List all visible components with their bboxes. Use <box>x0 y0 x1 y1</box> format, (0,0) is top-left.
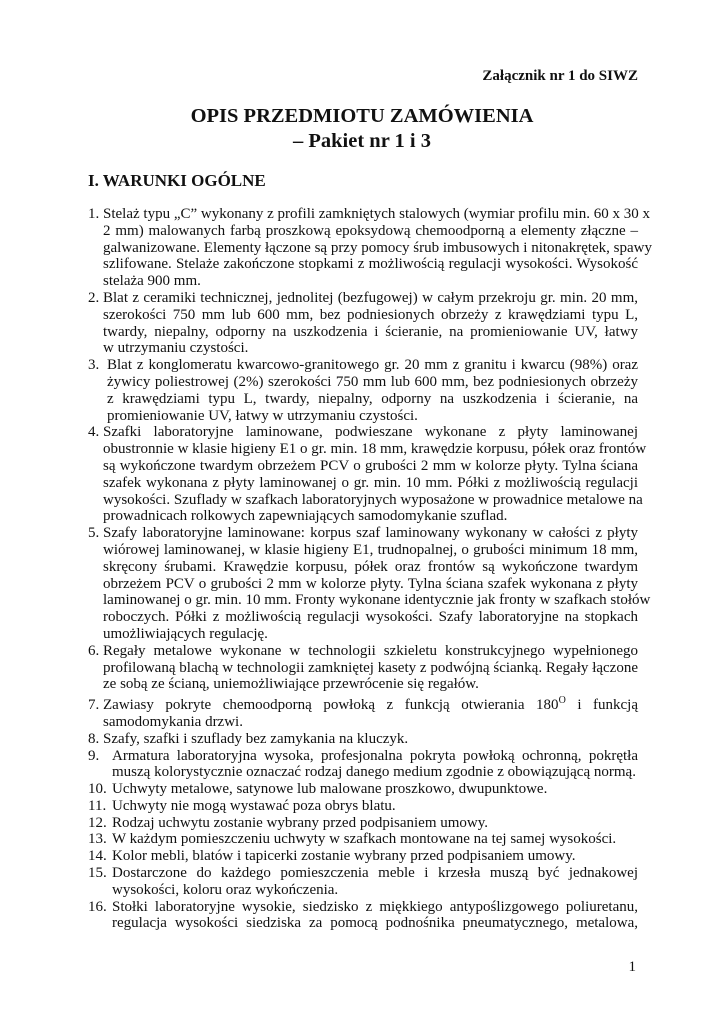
list-item <box>88 731 638 748</box>
list-item-line: ze sobą ze ścianą, uniemożliwiające przewrócenie się regałów. <box>103 676 479 693</box>
list-item <box>88 831 638 848</box>
list-item-line: stelaża 900 mm. <box>103 273 201 290</box>
list-item-line: skręcony śrubami. Krawędzie korpusu, półek oraz frontów są wykończone twardym <box>103 558 638 575</box>
list-item-number: 11. <box>88 797 107 814</box>
list-item-line: obustronnie w klasie higieny E1 o gr. min. 18 mm, krawędzie korpusu, półek oraz frontów <box>103 441 647 458</box>
list-item-line: Stołki laboratoryjne wysokie, siedzisko z miękkiego antypoślizgowego poliuretanu, <box>112 898 638 915</box>
list-item-number: 15. <box>88 865 107 882</box>
list-item-line: laminowanej o gr. min. 10 mm. Fronty wykonane identycznie jak fronty w szafkach stołów <box>103 592 651 609</box>
list-item-line: z krawędziami typu L, twardy, niepalny, odporny na uszkodzenia i ścieranie, na <box>107 390 638 407</box>
list-item-line: Szafy, szafki i szuflady bez zamykania na kluczyk. <box>103 730 409 747</box>
list-item <box>88 643 638 693</box>
list-item-number: 7. <box>88 697 100 714</box>
list-item-line: Armatura laboratoryjna wysoka, profesjonalna pokryta powłoką ochronną, pokrętła <box>112 747 638 764</box>
list-item <box>88 865 638 899</box>
list-item-line: Dostarczone do każdego pomieszczenia meble i krzesła muszą być jednakowej <box>112 865 638 882</box>
requirements-list <box>88 206 653 976</box>
list-item-line: galwanizowane. Elementy łączone są przy pomocy śrub imbusowych i nitonakrętek, spawy <box>103 239 653 256</box>
list-item-number: 10. <box>88 781 107 798</box>
list-item-line: regulacja wysokości siedziska za pomocą podnośnika pneumatycznego, metalowa, <box>112 915 638 932</box>
list-item <box>88 798 638 815</box>
list-item-line: wiórowej laminowanej, w klasie higieny E1, trudnopalnej, o grubości minimum 18 mm, <box>103 541 638 558</box>
list-item-line: Uchwyty metalowe, satynowe lub malowane proszkowo, dwupunktowe. <box>112 781 548 798</box>
list-item-line: szafek wykonana z płyty laminowanej o gr. min. 10 mm. Półki z możliwością regulacji <box>103 474 638 491</box>
list-item-line: 2 mm) malowanych farbą proszkową epoksydową chemoodporną a elementy złączne – <box>103 222 638 239</box>
list-item-line: Uchwyty nie mogą wystawać poza obrys blatu. <box>112 797 396 814</box>
list-item <box>88 206 653 290</box>
list-item-line: Szafki laboratoryjne laminowane, podwieszane wykonane z płyty laminowanej <box>103 424 638 441</box>
requirements-items <box>88 206 653 932</box>
list-item-number: 13. <box>88 831 107 848</box>
list-item-line: szerokości 750 mm lub 600 mm, bez podniesionych obrzeży z krawędziami typu L, <box>103 306 638 323</box>
section-heading: I. WARUNKI OGÓLNE <box>88 171 266 190</box>
list-item-line: Stelaż typu „C” wykonany z profili zamkniętych stalowych (wymiar profilu min. 60 x 30 x <box>103 206 650 222</box>
list-item-number: 9. <box>88 747 100 764</box>
list-item-line: samodomykania drzwi. <box>103 713 243 730</box>
list-item-number: 6. <box>88 642 100 659</box>
list-item <box>88 899 638 933</box>
list-item <box>88 697 638 731</box>
list-item <box>88 848 638 865</box>
list-item-number: 12. <box>88 814 107 831</box>
document-subtitle: – Pakiet nr 1 i 3 <box>293 130 431 152</box>
list-item-line: wysokości, koloru oraz wykończenia. <box>112 881 339 898</box>
list-item <box>88 424 647 525</box>
list-item-line: Regały metalowe wykonane w technologii szkieletu konstrukcyjnego wypełnionego <box>103 642 638 659</box>
list-item-number: 14. <box>88 848 107 865</box>
list-item-number: 3. <box>88 357 100 374</box>
line-text: i funkcją <box>565 697 638 714</box>
line-text: Zawiasy pokryte chemoodporną powłoką z funkcją otwierania 180 <box>103 697 559 714</box>
list-item-line: roboczych. Półki z możliwością regulacji wysokości. Szafy laboratoryjne na stopkach <box>103 609 638 626</box>
list-item <box>88 290 638 357</box>
list-item-line: wysokości. Szuflady w szafkach laboratoryjnych wyposażone w prowadnice metalowe na <box>103 491 643 508</box>
document-title: OPIS PRZEDMIOTU ZAMÓWIENIA <box>190 105 534 127</box>
list-item-line: muszą kolorystycznie oznaczać rodzaj danego medium zgodnie z obowiązującą normą. <box>112 764 636 781</box>
list-item-line: twardy, niepalny, odporny na uszkodzenia i ścieranie, na promieniowanie UV, łatwy <box>103 323 638 340</box>
list-item-line: Blat z konglomeratu kwarcowo-granitowego gr. 20 mm z granitu i kwarcu (98%) oraz <box>107 357 638 374</box>
degree-superscript: O <box>558 695 566 707</box>
annex-label: Załącznik nr 1 do SIWZ <box>482 68 638 84</box>
list-item-line: są wykończone twardym obrzeżem PCV o grubości 2 mm w kolorze płyty. Tylna ściana <box>103 457 638 474</box>
list-item-line: w utrzymaniu czystości. <box>103 340 249 357</box>
list-item <box>88 525 651 643</box>
list-item <box>88 815 638 832</box>
list-item-line: promieniowanie UV, łatwy w utrzymaniu czystości. <box>107 407 418 424</box>
list-item-line: szlifowane. Stelaże zakończone stopkami z możliwością regulacji wysokości. Wysokość <box>103 256 638 273</box>
list-item-line: umożliwiających regulację. <box>103 625 268 642</box>
list-item <box>88 748 638 782</box>
page-number: 1 <box>628 959 636 976</box>
list-item-number: 4. <box>88 424 100 441</box>
list-item-number: 1. <box>88 206 100 222</box>
list-item-line: Szafy laboratoryjne laminowane: korpus szaf laminowany wykonany w całości z płyty <box>103 525 638 542</box>
list-item-line: Rodzaj uchwytu zostanie wybrany przed podpisaniem umowy. <box>112 814 489 831</box>
list-item-line: profilowaną blachą w technologii zamkniętej kasety z podwójną ścianką. Regały łączone <box>103 659 638 676</box>
list-item-line: obrzeżem PCV o grubości 2 mm w kolorze płyty. Tylna ściana szafek wykonana z płyty <box>103 575 638 592</box>
list-item-number: 2. <box>88 289 100 306</box>
list-item-number: 5. <box>88 525 100 542</box>
list-item-line: żywicy poliestrowej (2%) szerokości 750 mm lub 600 mm, bez podniesionych obrzeży <box>107 373 638 390</box>
list-item-line <box>103 697 638 714</box>
list-item-number: 8. <box>88 730 100 747</box>
list-item-line: Kolor mebli, blatów i tapicerki zostanie wybrany przed podpisaniem umowy. <box>112 848 576 865</box>
list-item-line: prowadnicach rolkowych zapewniających samodomykanie szuflad. <box>103 508 508 525</box>
list-item <box>88 781 638 798</box>
list-item-line: W każdym pomieszczeniu uchwyty w szafkach montowane na tej samej wysokości. <box>112 831 617 848</box>
list-item-number: 16. <box>88 898 107 915</box>
list-item-line: Blat z ceramiki technicznej, jednolitej (bezfugowej) w całym przekroju gr. min. 20 mm, <box>103 289 638 306</box>
list-item <box>88 357 638 424</box>
